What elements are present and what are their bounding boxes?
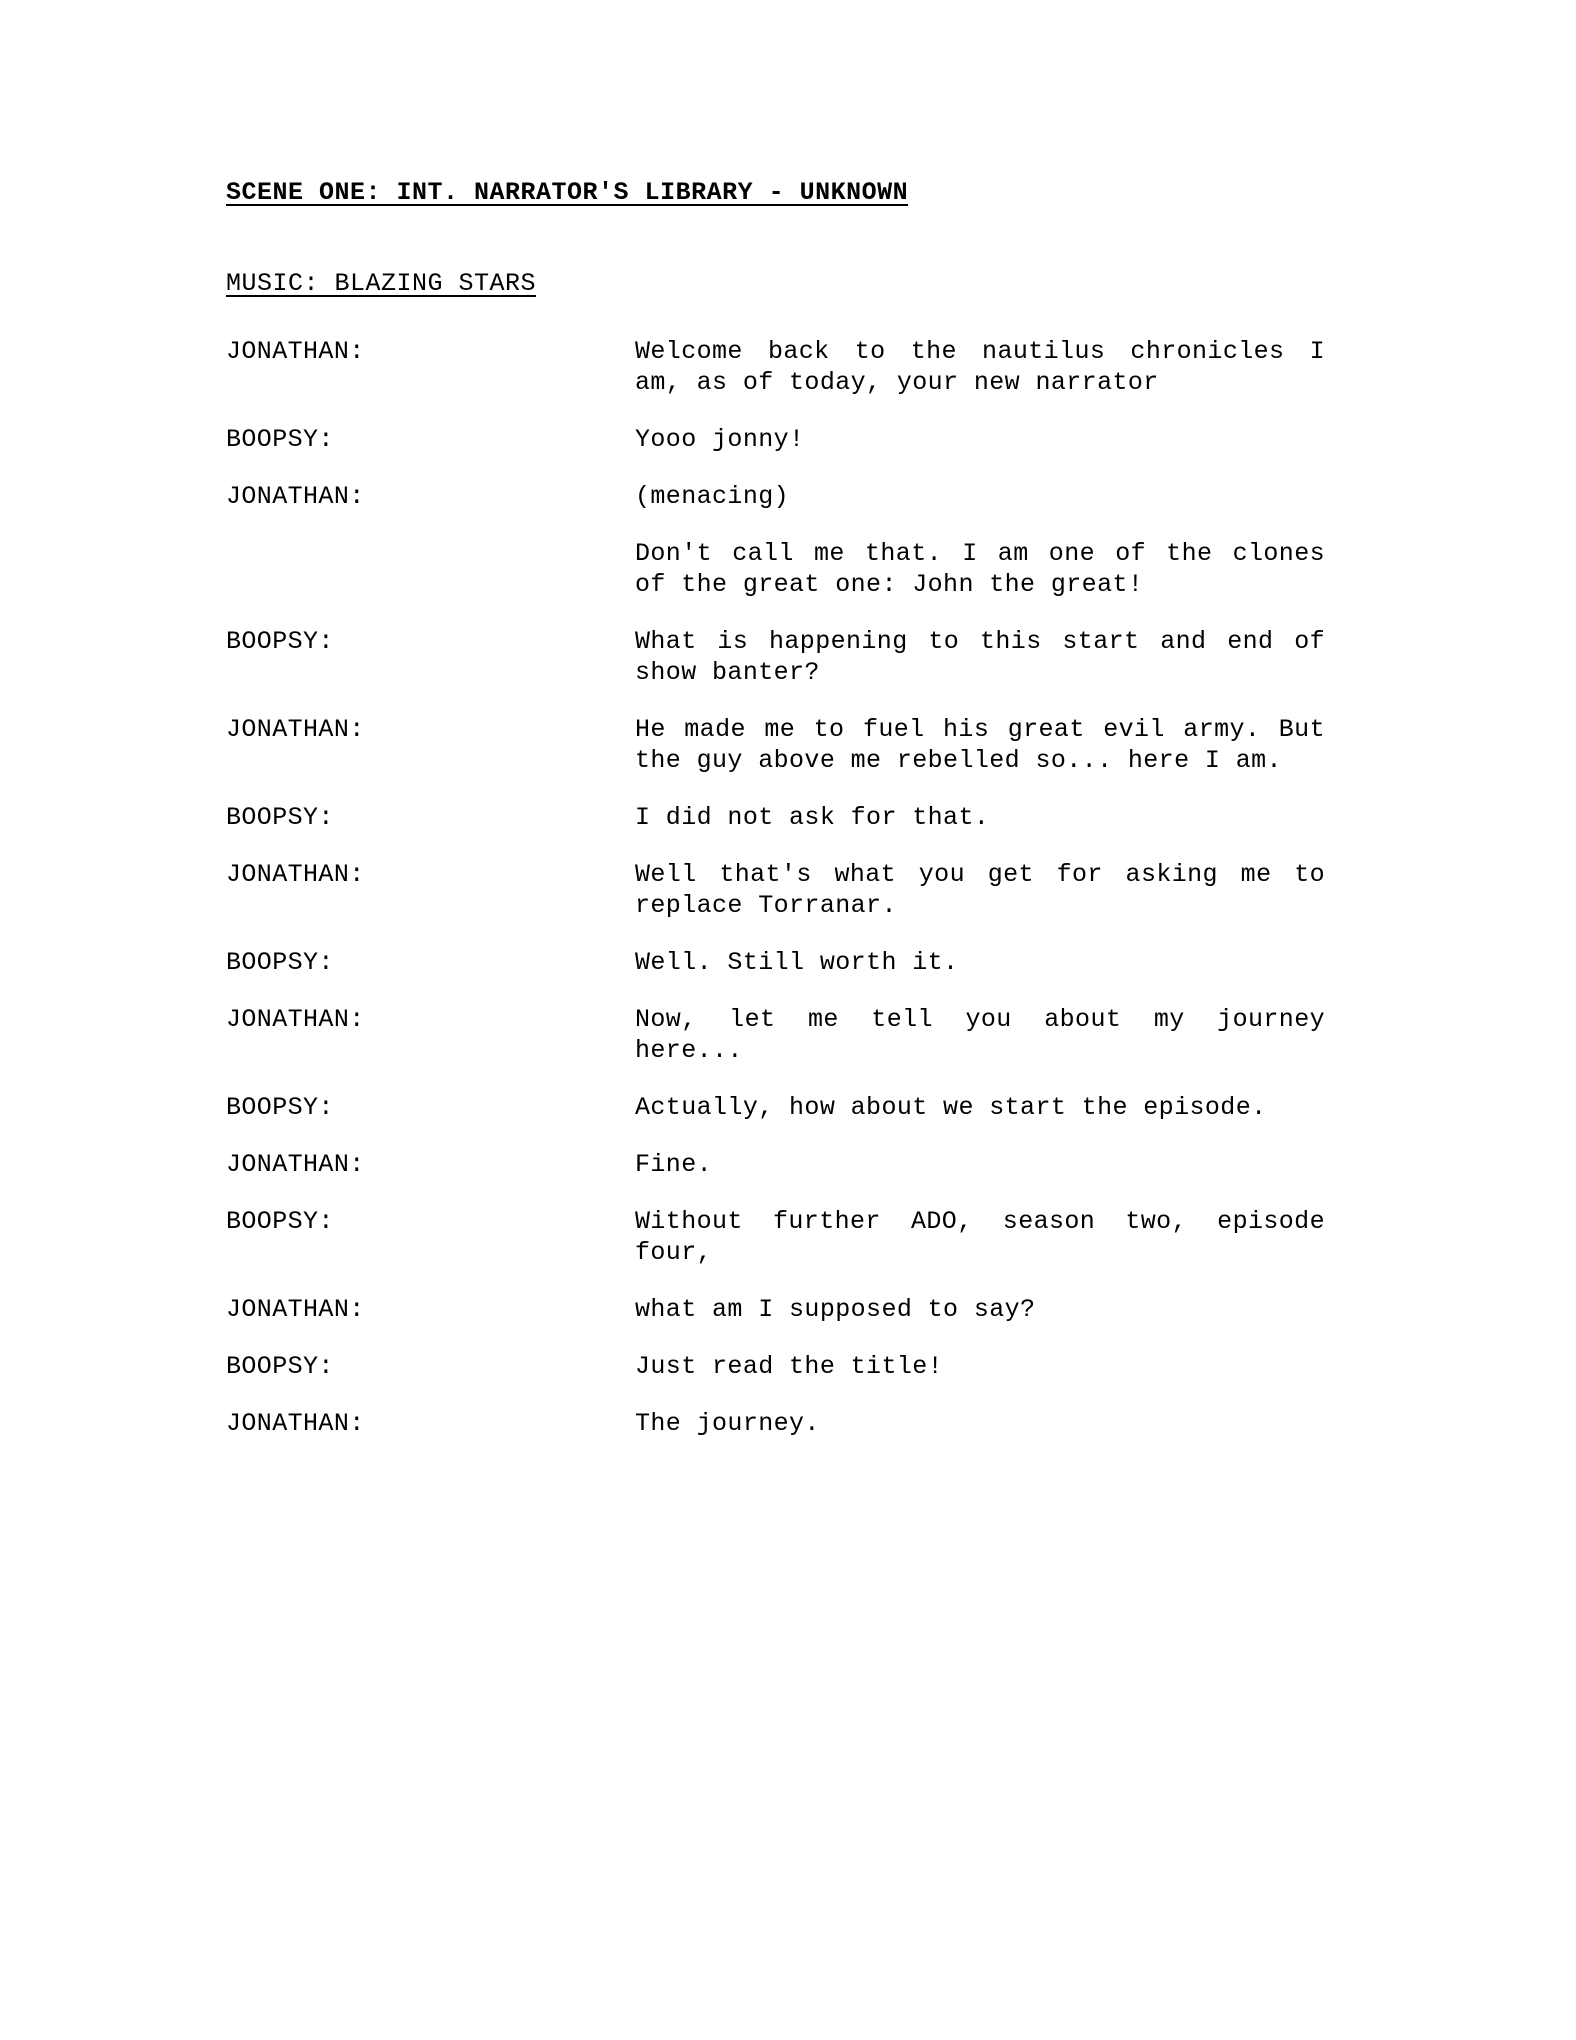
dialogue-text: Now, let me tell you about my journey here... bbox=[635, 1005, 1325, 1065]
character-name: BOOPSY: bbox=[226, 948, 334, 977]
dialogue-lines bbox=[635, 947, 1326, 978]
dialogue-block bbox=[226, 859, 1326, 921]
dialogue-text: what am I supposed to say? bbox=[635, 1295, 1036, 1324]
character-name: BOOPSY: bbox=[226, 425, 334, 454]
character-name: JONATHAN: bbox=[226, 1150, 365, 1179]
dialogue-text: He made me to fuel his great evil army. But the guy above me rebelled so... here I am. bbox=[635, 715, 1325, 775]
dialogue-lines bbox=[635, 802, 1326, 833]
dialogue-block bbox=[226, 1206, 1326, 1268]
dialogue-lines bbox=[635, 1206, 1326, 1268]
dialogue-text: Well that's what you get for asking me to replace Torranar. bbox=[635, 860, 1325, 920]
dialogue-block bbox=[226, 1408, 1326, 1439]
dialogue-text: Fine. bbox=[635, 1150, 713, 1179]
dialogue-block bbox=[226, 626, 1326, 688]
character-name: JONATHAN: bbox=[226, 715, 365, 744]
dialogue-lines bbox=[635, 481, 1326, 600]
character-name: JONATHAN: bbox=[226, 860, 365, 889]
character-name: JONATHAN: bbox=[226, 482, 365, 511]
dialogue-block bbox=[226, 1351, 1326, 1382]
dialogue-lines bbox=[635, 1408, 1326, 1439]
dialogue-block bbox=[226, 1294, 1326, 1325]
dialogue-lines bbox=[635, 424, 1326, 455]
character-name: JONATHAN: bbox=[226, 1005, 365, 1034]
dialogue-text: Just read the title! bbox=[635, 1352, 944, 1381]
dialogue-lines bbox=[635, 336, 1326, 398]
dialogue-text: The journey. bbox=[635, 1409, 820, 1438]
dialogue-text: Without further ADO, season two, episode four, bbox=[635, 1207, 1325, 1267]
character-name: JONATHAN: bbox=[226, 337, 365, 366]
dialogue-block bbox=[226, 714, 1326, 776]
dialogue-block bbox=[226, 424, 1326, 455]
dialogue-lines bbox=[635, 626, 1326, 688]
dialogue-lines bbox=[635, 1092, 1326, 1123]
dialogue-block bbox=[226, 947, 1326, 978]
dialogue-text: I did not ask for that. bbox=[635, 803, 990, 832]
dialogue-text: Don't call me that. I am one of the clones of the great one: John the great! bbox=[635, 539, 1325, 599]
dialogue-block bbox=[226, 336, 1326, 398]
parenthetical: (menacing) bbox=[635, 482, 790, 511]
dialogue-text: Welcome back to the nautilus chronicles I am, as of today, your new narrator bbox=[635, 337, 1325, 397]
dialogue-text: What is happening to this start and end of show banter? bbox=[635, 627, 1325, 687]
character-name: BOOPSY: bbox=[226, 1093, 334, 1122]
dialogue-lines bbox=[635, 1294, 1326, 1325]
character-name: BOOPSY: bbox=[226, 1352, 334, 1381]
script-body bbox=[226, 178, 1326, 1465]
dialogue-text: Yooo jonny! bbox=[635, 425, 805, 454]
character-name: BOOPSY: bbox=[226, 803, 334, 832]
dialogue-block bbox=[226, 481, 1326, 600]
character-name: JONATHAN: bbox=[226, 1295, 365, 1324]
dialogue-lines bbox=[635, 1351, 1326, 1382]
dialogue-block bbox=[226, 1149, 1326, 1180]
music-cue: MUSIC: BLAZING STARS bbox=[226, 269, 537, 298]
character-name: JONATHAN: bbox=[226, 1409, 365, 1438]
dialogue-lines bbox=[635, 1149, 1326, 1180]
dialogue-lines bbox=[635, 1004, 1326, 1066]
dialogue-block bbox=[226, 1092, 1326, 1123]
dialogue-block bbox=[226, 802, 1326, 833]
dialogue-lines bbox=[635, 859, 1326, 921]
character-name: BOOPSY: bbox=[226, 1207, 334, 1236]
dialogue-text: Actually, how about we start the episode. bbox=[635, 1093, 1267, 1122]
dialogue-text: Well. Still worth it. bbox=[635, 948, 959, 977]
character-name: BOOPSY: bbox=[226, 627, 334, 656]
dialogue-lines bbox=[635, 714, 1326, 776]
dialogue-block bbox=[226, 1004, 1326, 1066]
scene-heading: SCENE ONE: INT. NARRATOR'S LIBRARY - UNKNOWN bbox=[226, 178, 909, 207]
